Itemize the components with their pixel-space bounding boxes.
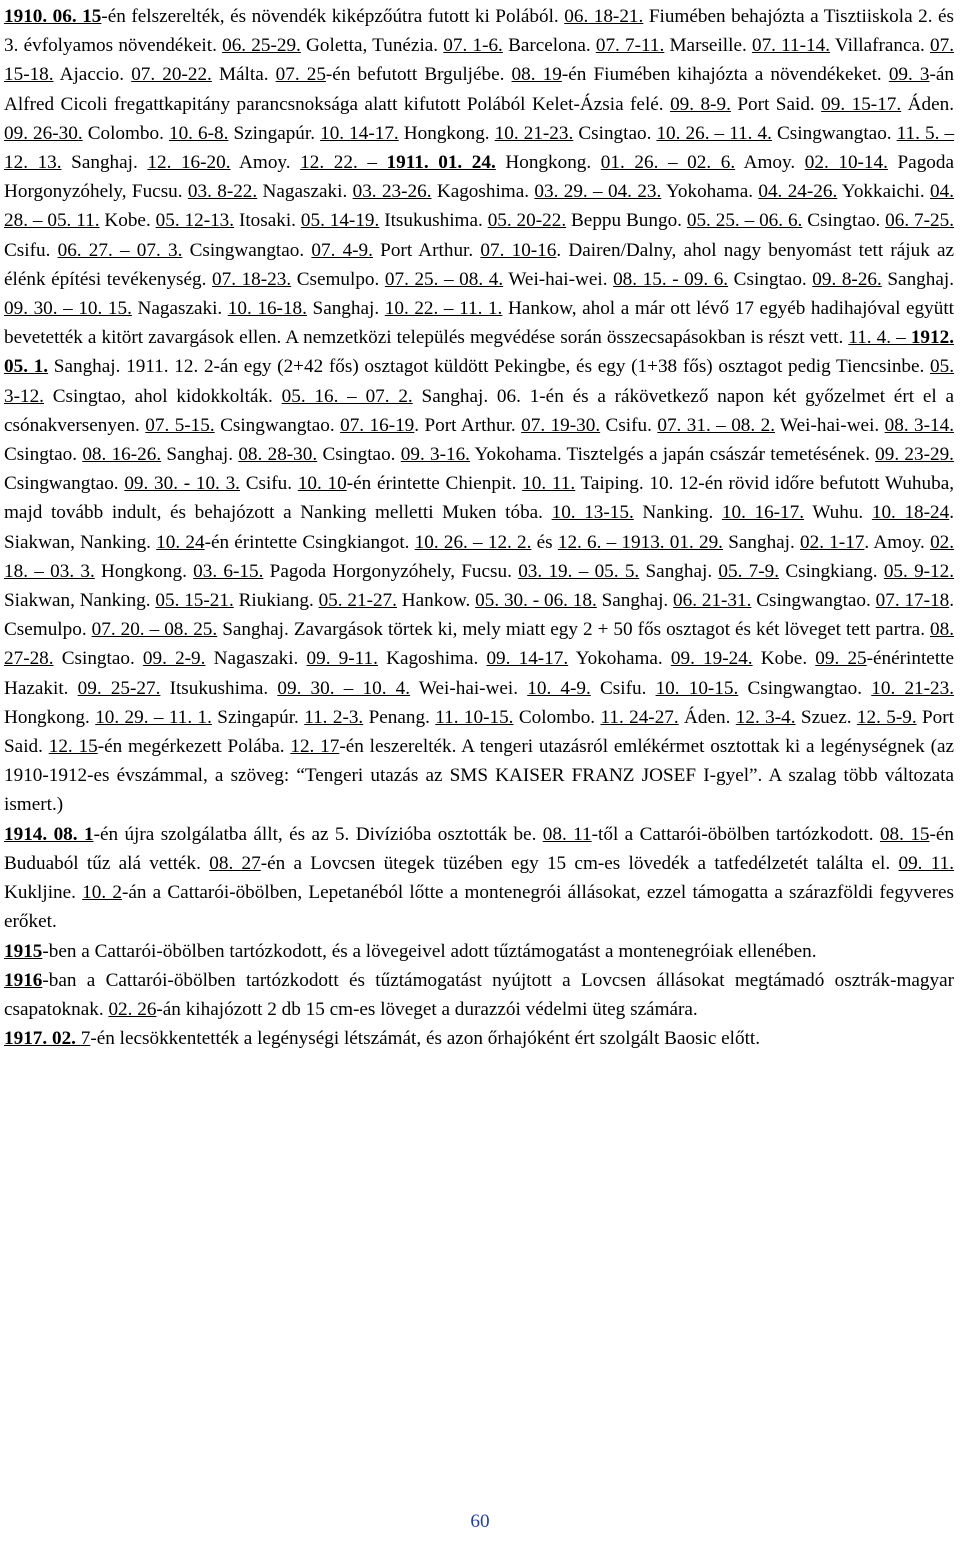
date-span: 09. 3-16.: [400, 444, 470, 466]
date-span: 09. 8-26.: [812, 268, 882, 290]
date-span: 09. 9-11.: [306, 648, 378, 670]
date-span: 12. 17: [290, 736, 340, 758]
date-span: 10. 26. – 12. 2.: [414, 531, 532, 553]
date-span: 10. 26. – 11. 4.: [656, 122, 772, 144]
date-span: 08. 19: [511, 64, 562, 86]
text-span: Csingwangtao.: [214, 414, 341, 436]
date-span: 10. 22. – 11. 1.: [384, 298, 503, 320]
text-span: Itsukushima.: [160, 677, 278, 699]
date-span: 05. 20-22.: [487, 210, 567, 232]
date-span: 09. 23-29.: [875, 444, 954, 466]
text-span: Csingkiang.: [779, 560, 884, 582]
text-span: Csingtao.: [728, 268, 813, 290]
text-span: -én Buduaból tűz alá vették.: [4, 823, 955, 874]
text-span: Csifu.: [600, 414, 658, 436]
text-span: Csingwangtao.: [771, 122, 897, 144]
text-span: Kobe.: [99, 210, 156, 232]
text-span: -án Alfred Cicoli fregattkapitány parancsnoksága alatt kifutott Polából Kelet-Ázsia felé.: [4, 64, 955, 115]
date-span: 11. 10-15.: [435, 706, 514, 728]
text-span: Riukiang.: [233, 590, 319, 612]
date-span: 10. 14-17.: [320, 122, 399, 144]
text-span: Sanghaj. 1911. 12. 2-án egy (2+42 fős) osztagot küldött Pekingbe, és egy (1+38 fős) osztagot pedig Tiencsinbe.: [48, 356, 931, 378]
date-span: 07. 4-9.: [311, 239, 373, 261]
text-span: Hongkong.: [94, 560, 194, 582]
date-span: 02. 18. – 03. 3.: [4, 531, 955, 582]
date-span: 07. 25: [275, 64, 326, 86]
text-span: Yokohama.: [661, 181, 759, 203]
date-span: 09. 11.: [898, 852, 955, 874]
text-span: Nagaszaki.: [205, 648, 307, 670]
date-span: 10. 21-23.: [871, 677, 954, 699]
text-span: Sanghaj.: [161, 444, 239, 466]
date-span: 02. 10-14.: [804, 152, 888, 174]
date-span: 10. 10: [297, 473, 347, 495]
date-span: 02. 1-17: [800, 531, 865, 553]
date-span: 7: [80, 1028, 91, 1050]
text-span: Siakwan, Nanking.: [4, 590, 156, 612]
date-span: 05. 14-19.: [300, 210, 380, 232]
paragraph-1914: [4, 820, 954, 937]
text-span: Nanking.: [633, 502, 722, 524]
text-span: . Amoy.: [864, 531, 931, 553]
date-span: 07. 20-22.: [131, 64, 212, 86]
text-span: -én újra szolgálatba állt, és az 5. Divízióba osztották be.: [93, 823, 543, 845]
date-span: 08. 3-14.: [884, 414, 954, 436]
text-span: -én befutott Brguljébe.: [325, 64, 512, 86]
date-span: 12. 6. – 1913. 01. 29.: [557, 531, 723, 553]
date-span: 09. 26-30.: [4, 122, 83, 144]
date-span: 10. 18-24: [871, 502, 950, 524]
text-span: és: [531, 531, 558, 553]
date-span: 07. 16-19: [340, 414, 415, 436]
date-span: 02. 26: [108, 998, 157, 1020]
date-span: 1912. 05. 1.: [4, 327, 954, 378]
text-span: Sanghaj. 06. 1-én és a rákövetkező napon két győzelmet ért el a csónakversenyen.: [4, 385, 954, 436]
date-span: 07. 31. – 08. 2.: [657, 414, 775, 436]
date-span: 06. 7-25.: [885, 210, 954, 232]
date-span: 09. 25: [815, 648, 867, 670]
date-span: 12. 3-4.: [735, 706, 796, 728]
date-span: 05. 16. – 07. 2.: [281, 385, 413, 407]
text-span: Hongkong.: [398, 122, 495, 144]
text-span: Csemulpo.: [291, 268, 385, 290]
text-span: Yokohama. Tisztelgés a japán császár temetésének.: [469, 444, 876, 466]
date-span: 10. 2: [82, 882, 122, 904]
date-span: 10. 16-17.: [721, 502, 805, 524]
date-span: 1916: [4, 969, 43, 991]
text-span: Nagaszaki.: [131, 298, 228, 320]
text-span: Wei-hai-wei.: [503, 268, 614, 290]
date-span: 09. 15-17.: [821, 93, 902, 115]
date-span: 07. 25. – 08. 4.: [384, 268, 504, 290]
date-span: 08. 27-28.: [4, 619, 954, 670]
text-span: Csingtao.: [573, 122, 657, 144]
text-span: Penang.: [363, 706, 436, 728]
date-span: 1911. 01. 24.: [386, 152, 496, 174]
text-span: Kobe.: [752, 648, 816, 670]
text-span: Hongkong.: [4, 706, 96, 728]
text-span: Sanghaj.: [61, 152, 148, 174]
paragraph-1910-1913: [4, 2, 954, 820]
date-span: 08. 16-26.: [82, 444, 162, 466]
date-span: 11. 4. –: [848, 327, 911, 349]
text-span: Sanghaj.: [306, 298, 385, 320]
date-span: 07. 5-15.: [145, 414, 215, 436]
date-span: 06. 27. – 07. 3.: [57, 239, 183, 261]
date-span: 1914. 08. 1: [4, 823, 94, 845]
date-span: 10. 21-23.: [494, 122, 574, 144]
text-span: Áden.: [678, 706, 736, 728]
date-span: 05. 9-12.: [883, 560, 955, 582]
text-span: Villafranca.: [830, 35, 931, 57]
text-span: Csingtao.: [802, 210, 886, 232]
date-span: 10. 13-15.: [551, 502, 634, 524]
date-span: 10. 4-9.: [527, 677, 591, 699]
date-span: 03. 29. – 04. 23.: [534, 181, 662, 203]
text-span: Csingwangtao.: [4, 473, 125, 495]
date-span: 05. 30. - 06. 18.: [475, 590, 597, 612]
text-span: Málta.: [211, 64, 276, 86]
date-span: 05. 21-27.: [318, 590, 397, 612]
text-span: Barcelona.: [502, 35, 596, 57]
text-span: Colombo.: [82, 122, 169, 144]
date-span: 09. 19-24.: [670, 648, 753, 670]
text-span: Szingapúr.: [228, 122, 321, 144]
date-span: 07. 15-18.: [4, 35, 954, 86]
text-span: Itosaki.: [234, 210, 301, 232]
date-span: 12. 15: [48, 736, 98, 758]
paragraph-1917: [4, 1024, 954, 1053]
date-span: 07. 20. – 08. 25.: [91, 619, 218, 641]
date-span: 12. 16-20.: [147, 152, 231, 174]
date-span: 10. 16-18.: [227, 298, 307, 320]
text-span: Sanghaj.: [596, 590, 674, 612]
text-span: Hankow, ahol a már ott lévő 17 egyéb hadihajóval együtt bevetették a kitört zavargások ellen. A nemzetközi település megvédése során összecsapásokban is részt vett.: [4, 298, 954, 349]
text-span: Csingwangtao.: [182, 239, 312, 261]
date-span: 10. 29. – 11. 1.: [95, 706, 212, 728]
text-span: -én érintette Csingkiangot.: [204, 531, 415, 553]
date-span: 06. 21-31.: [673, 590, 752, 612]
page-number: 60: [470, 1511, 490, 1532]
text-span: Kukljine.: [4, 882, 83, 904]
date-span: 05. 15-21.: [155, 590, 234, 612]
date-span: 07. 7-11.: [595, 35, 665, 57]
text-span: Kagoshima.: [431, 181, 535, 203]
text-span: Wuhu.: [804, 502, 872, 524]
text-span: Sanghaj.: [722, 531, 801, 553]
date-span: 09. 30. - 10. 3.: [124, 473, 240, 495]
date-span: 11. 2-3.: [304, 706, 364, 728]
date-span: 09. 30. – 10. 15.: [4, 298, 132, 320]
date-span: 12. 22. –: [300, 152, 387, 174]
text-span: Amoy.: [230, 152, 301, 174]
text-span: Goletta, Tunézia.: [300, 35, 444, 57]
date-span: 10. 11.: [522, 473, 576, 495]
date-span: 05. 3-12.: [4, 356, 955, 407]
date-span: 08. 11: [542, 823, 592, 845]
text-span: Yokkaichi.: [837, 181, 931, 203]
date-span: 07. 18-23.: [212, 268, 292, 290]
text-span: Beppu Bungo.: [566, 210, 687, 232]
text-span: Csingwangtao.: [751, 590, 876, 612]
document-body: [4, 2, 954, 1053]
text-span: Csingwangtao.: [738, 677, 872, 699]
text-span: Sanghaj. Zavargások törtek ki, mely miatt egy 2 + 50 fős osztagot és két löveget tett partra.: [217, 619, 931, 641]
date-span: 06. 18-21.: [564, 6, 644, 27]
paragraph-1915: [4, 937, 954, 966]
date-span: 10. 10-15.: [655, 677, 739, 699]
date-span: 05. 7-9.: [718, 560, 780, 582]
text-span: Kagoshima.: [377, 648, 487, 670]
text-span: Csifu.: [239, 473, 298, 495]
date-span: 08. 15: [879, 823, 930, 845]
date-span: 09. 3: [888, 64, 930, 86]
text-span: -án a Cattarói-öbölben, Lepetanéból lőtte a montenegrói állásokat, ezzel támogatta a szárazföldi fegyveres erőket.: [4, 882, 954, 933]
text-span: Port Said.: [4, 706, 954, 758]
date-span: 07. 17-18: [875, 590, 950, 612]
text-span: -énérintette Hazakit.: [4, 648, 954, 699]
text-span: Csifu.: [590, 677, 656, 699]
date-span: 04. 28. – 05. 11.: [4, 181, 955, 232]
date-span: 07. 10-16: [480, 239, 557, 261]
date-span: 05. 25. – 06. 6.: [686, 210, 803, 232]
date-span: 09. 14-17.: [486, 648, 569, 670]
text-span: Sanghaj.: [639, 560, 719, 582]
text-span: -én Fiumében kihajózta a növendékeket.: [561, 64, 889, 86]
date-span: 11. 24-27.: [600, 706, 679, 728]
date-span: 03. 23-26.: [352, 181, 432, 203]
text-span: Port Arthur.: [372, 239, 481, 261]
text-span: Amoy.: [735, 152, 805, 174]
text-span: Marseille.: [664, 35, 752, 57]
date-span: 07. 19-30.: [521, 414, 601, 436]
text-span: . Dairen/Dalny, ahol nagy benyomást tett rájuk az élénk építési tevékenység.: [4, 239, 955, 290]
text-span: Csifu.: [4, 239, 58, 261]
text-span: -én megérkezett Polába.: [97, 736, 291, 758]
paragraph-1916: [4, 966, 954, 1024]
date-span: 04. 24-26.: [758, 181, 838, 203]
text-span: . Csemulpo.: [4, 590, 955, 641]
text-span: -ben a Cattarói-öbölben tartózkodott, és a lövegeivel adott tűztámogatást a montenegróiak ellenében.: [42, 940, 817, 962]
text-span: Csingtao.: [4, 444, 83, 466]
date-span: 03. 6-15.: [193, 560, 264, 582]
date-span: 03. 19. – 05. 5.: [518, 560, 640, 582]
date-span: 10. 24: [156, 531, 205, 553]
text-span: -én a Lovcsen ütegek tüzében egy 15 cm-es lövedék a tatfedélzetét találta el.: [260, 852, 899, 874]
text-span: -én leszerelték. A tengeri utazásról emlékérmet osztottak ki a legénységnek (az 1910-1912-es évszámmal, a szöveg: “Tengeri utazás az SMS KAISER FRANZ JOSEF I-gyel”. A szalag több változata ismert.): [4, 736, 954, 816]
text-span: Colombo.: [513, 706, 601, 728]
date-span: 09. 25-27.: [77, 677, 161, 699]
text-span: Port Said.: [730, 93, 822, 115]
text-span: Fiumében behajózta a Tisztiiskola 2. és 3. évfolyamos növendékeit.: [4, 6, 955, 57]
date-span: 06. 25-29.: [222, 35, 301, 57]
date-span: 07. 1-6.: [443, 35, 503, 57]
date-span: 10. 6-8.: [168, 122, 229, 144]
text-span: Csingtao.: [317, 444, 401, 466]
text-span: Csingtao.: [53, 648, 143, 670]
text-span: Wei-hai-wei.: [410, 677, 528, 699]
text-span: -ban a Cattarói-öbölben tartózkodott és tűztámogatást nyújtott a Lovcsen állásokat megtámadó osztrák-magyar csapatoknak.: [4, 969, 954, 1020]
text-span: Pagoda Horgonyzóhely, Fucsu.: [4, 152, 954, 203]
date-span: 08. 27: [209, 852, 261, 874]
date-span: 09. 2-9.: [142, 648, 206, 670]
date-span: 05. 12-13.: [155, 210, 235, 232]
date-span: 1915: [4, 940, 43, 962]
date-span: 01. 26. – 02. 6.: [600, 152, 736, 174]
text-span: Hankow.: [396, 590, 476, 612]
date-span: 08. 15. - 09. 6.: [613, 268, 729, 290]
text-span: Itsukushima.: [379, 210, 488, 232]
date-span: 09. 8-9.: [670, 93, 731, 115]
text-span: Nagaszaki.: [257, 181, 353, 203]
text-span: . Siakwan, Nanking.: [4, 502, 955, 553]
text-span: Sanghaj.: [881, 268, 954, 290]
text-span: Csingtao, ahol kidokkolták.: [43, 385, 282, 407]
text-span: Hongkong.: [495, 152, 601, 174]
date-span: 12. 5-9.: [856, 706, 917, 728]
date-span: 1910. 06. 15: [4, 6, 102, 27]
text-span: Szingapúr.: [211, 706, 305, 728]
text-span: Ajaccio.: [53, 64, 132, 86]
text-span: Áden.: [901, 93, 955, 115]
text-span: Pagoda Horgonyzóhely, Fucsu.: [263, 560, 519, 582]
text-span: Wei-hai-wei.: [774, 414, 885, 436]
date-span: 08. 28-30.: [238, 444, 318, 466]
text-span: -én érintette Chienpit.: [346, 473, 523, 495]
date-span: 1917. 02.: [4, 1028, 81, 1050]
date-span: 07. 11-14.: [751, 35, 831, 57]
text-span: Taiping. 10. 12-én rövid időre befutott Wuhuba, majd tovább indult, és behajózott a Nanking melletti Muken tóba.: [4, 473, 955, 524]
text-span: . Port Arthur.: [414, 414, 522, 436]
date-span: 09. 30. – 10. 4.: [277, 677, 411, 699]
text-span: Yokohama.: [568, 648, 671, 670]
date-span: 11. 5. – 12. 13.: [4, 122, 955, 174]
text-span: -től a Cattarói-öbölben tartózkodott.: [591, 823, 880, 845]
text-span: Szuez.: [795, 706, 857, 728]
date-span: 03. 8-22.: [187, 181, 258, 203]
text-span: -én lecsökkentették a legénységi létszámát, és azon őrhajóként ért szolgált Baosic előtt.: [90, 1028, 761, 1050]
text-span: -én felszerelték, és növendék kiképzőútra futott ki Polából.: [101, 6, 565, 27]
text-span: -án kihajózott 2 db 15 cm-es löveget a durazzói védelmi üteg számára.: [156, 998, 698, 1020]
